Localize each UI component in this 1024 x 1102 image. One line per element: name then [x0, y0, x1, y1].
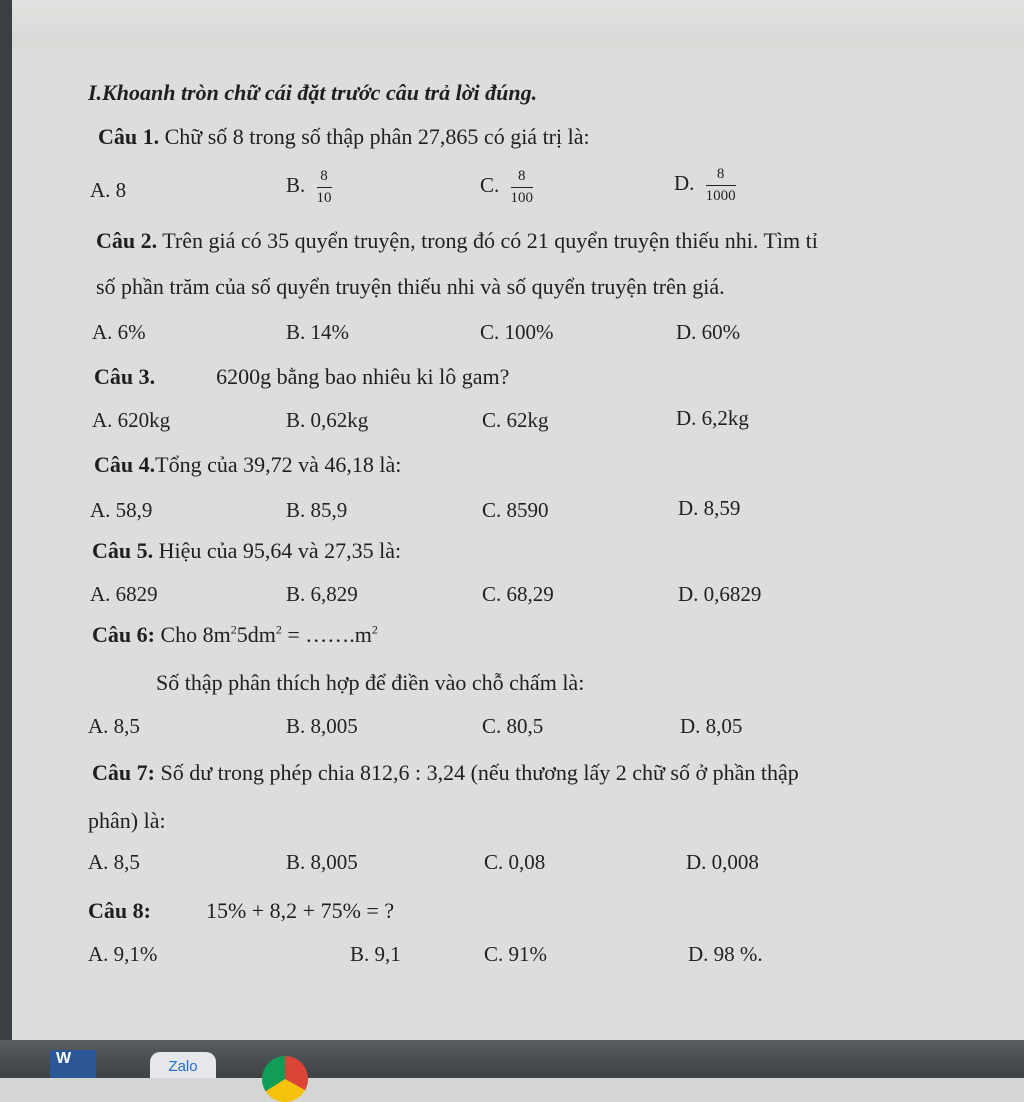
question-4-title: Câu 4. [94, 452, 156, 477]
question-7-text-line2: phân) là: [88, 808, 166, 833]
question-8-expression: 15% + 8,2 + 75% = ? [205, 898, 395, 923]
document-page [12, 48, 1024, 1040]
q8-option-b[interactable]: B. 9,1 [350, 942, 401, 966]
question-4 [94, 452, 401, 478]
q7-option-c[interactable]: C. 0,08 [484, 850, 546, 874]
q8-option-d[interactable]: D. 98 %. [688, 942, 763, 966]
word-taskbar-button[interactable]: W [50, 1050, 96, 1078]
q4-option-d[interactable]: D. 8,59 [678, 496, 741, 520]
q6-option-c[interactable]: C. 80,5 [482, 714, 544, 738]
q3-option-b[interactable]: B. 0,62kg [286, 408, 369, 432]
question-1-title: Câu 1. [98, 124, 160, 149]
q7-option-a[interactable]: A. 8,5 [88, 850, 140, 874]
q1-option-c-fraction: $\frac{8}{100}$ [510, 168, 534, 206]
taskbar [0, 1040, 1024, 1078]
q1-option-b[interactable] [286, 168, 332, 206]
q1-option-d-letter: D. [674, 170, 695, 195]
question-5-text: Hiệu của 95,64 và 27,35 là: [158, 538, 402, 563]
q3-option-d[interactable]: D. 6,2kg [676, 406, 749, 430]
q5-option-a[interactable]: A. 6829 [90, 582, 158, 606]
question-3 [94, 364, 509, 390]
q5-option-c[interactable]: C. 68,29 [482, 582, 554, 606]
q1-option-c-letter: C. [480, 172, 500, 197]
question-8-title: Câu 8: [88, 898, 151, 923]
q2-option-a[interactable]: A. 6% [92, 320, 146, 344]
question-6 [92, 622, 378, 648]
section-heading: I.Khoanh tròn chữ cái đặt trước câu trả lời đúng. [88, 80, 538, 105]
q8-option-a[interactable]: A. 9,1% [88, 942, 158, 966]
q2-option-d[interactable]: D. 60% [676, 320, 741, 344]
question-2-title: Câu 2. [96, 228, 158, 253]
q8-option-c[interactable]: C. 91% [484, 942, 547, 966]
question-6-title: Câu 6: [92, 622, 155, 647]
q1-option-a[interactable]: A. 8 [90, 178, 127, 202]
question-2-text-line1: Trên giá có 35 quyển truyện, trong đó có 21 quyển truyện thiếu nhi. Tìm tỉ [162, 228, 818, 253]
q6-option-b[interactable]: B. 8,005 [286, 714, 358, 738]
q5-option-d[interactable]: D. 0,6829 [678, 582, 762, 606]
q4-option-c[interactable]: C. 8590 [482, 498, 549, 522]
q1-option-c[interactable] [480, 168, 533, 206]
question-1-text: Chữ số 8 trong số thập phân 27,865 có giá trị là: [164, 124, 590, 149]
q6-option-a[interactable]: A. 8,5 [88, 714, 140, 738]
q2-option-c[interactable]: C. 100% [480, 320, 554, 344]
q1-option-b-fraction: $\frac{8}{10}$ [316, 168, 332, 206]
q1-option-d-fraction: $\frac{8}{1000}$ [705, 166, 736, 204]
question-7-text-line1: Số dư trong phép chia 812,6 : 3,24 (nếu thương lấy 2 chữ số ở phần thập [160, 760, 799, 785]
q1-option-b-letter: B. [286, 172, 306, 197]
question-5 [92, 538, 401, 564]
question-1 [98, 124, 590, 150]
question-3-title: Câu 3. [94, 364, 156, 389]
question-6-text-line2: Số thập phân thích hợp để điền vào chỗ chấm là: [156, 670, 585, 695]
q3-option-a[interactable]: A. 620kg [92, 408, 171, 432]
question-4-text: Tổng của 39,72 và 46,18 là: [155, 452, 402, 477]
q3-option-c[interactable]: C. 62kg [482, 408, 549, 432]
question-8 [88, 898, 394, 924]
question-2 [96, 228, 818, 254]
q1-option-d[interactable] [674, 166, 736, 204]
monitor-left-bezel [0, 0, 12, 1078]
q4-option-b[interactable]: B. 85,9 [286, 498, 348, 522]
question-7 [92, 760, 799, 786]
q7-option-b[interactable]: B. 8,005 [286, 850, 358, 874]
question-6-expression: Cho $8m^25dm^2$ = $\dots\dots.m^2$ [160, 622, 378, 647]
q7-option-d[interactable]: D. 0,008 [686, 850, 759, 874]
q5-option-b[interactable]: B. 6,829 [286, 582, 358, 606]
question-5-title: Câu 5. [92, 538, 154, 563]
monitor-top-bezel [0, 0, 1024, 54]
chrome-icon[interactable] [262, 1056, 308, 1102]
question-3-text: 6200g bằng bao nhiêu ki lô gam? [216, 364, 510, 389]
zalo-taskbar-button[interactable]: Zalo [150, 1052, 216, 1078]
question-2-text-line2: số phần trăm của số quyển truyện thiếu nhi và số quyển truyện trên giá. [96, 274, 725, 299]
question-7-title: Câu 7: [92, 760, 155, 785]
q6-option-d[interactable]: D. 8,05 [680, 714, 743, 738]
q2-option-b[interactable]: B. 14% [286, 320, 349, 344]
q4-option-a[interactable]: A. 58,9 [90, 498, 153, 522]
